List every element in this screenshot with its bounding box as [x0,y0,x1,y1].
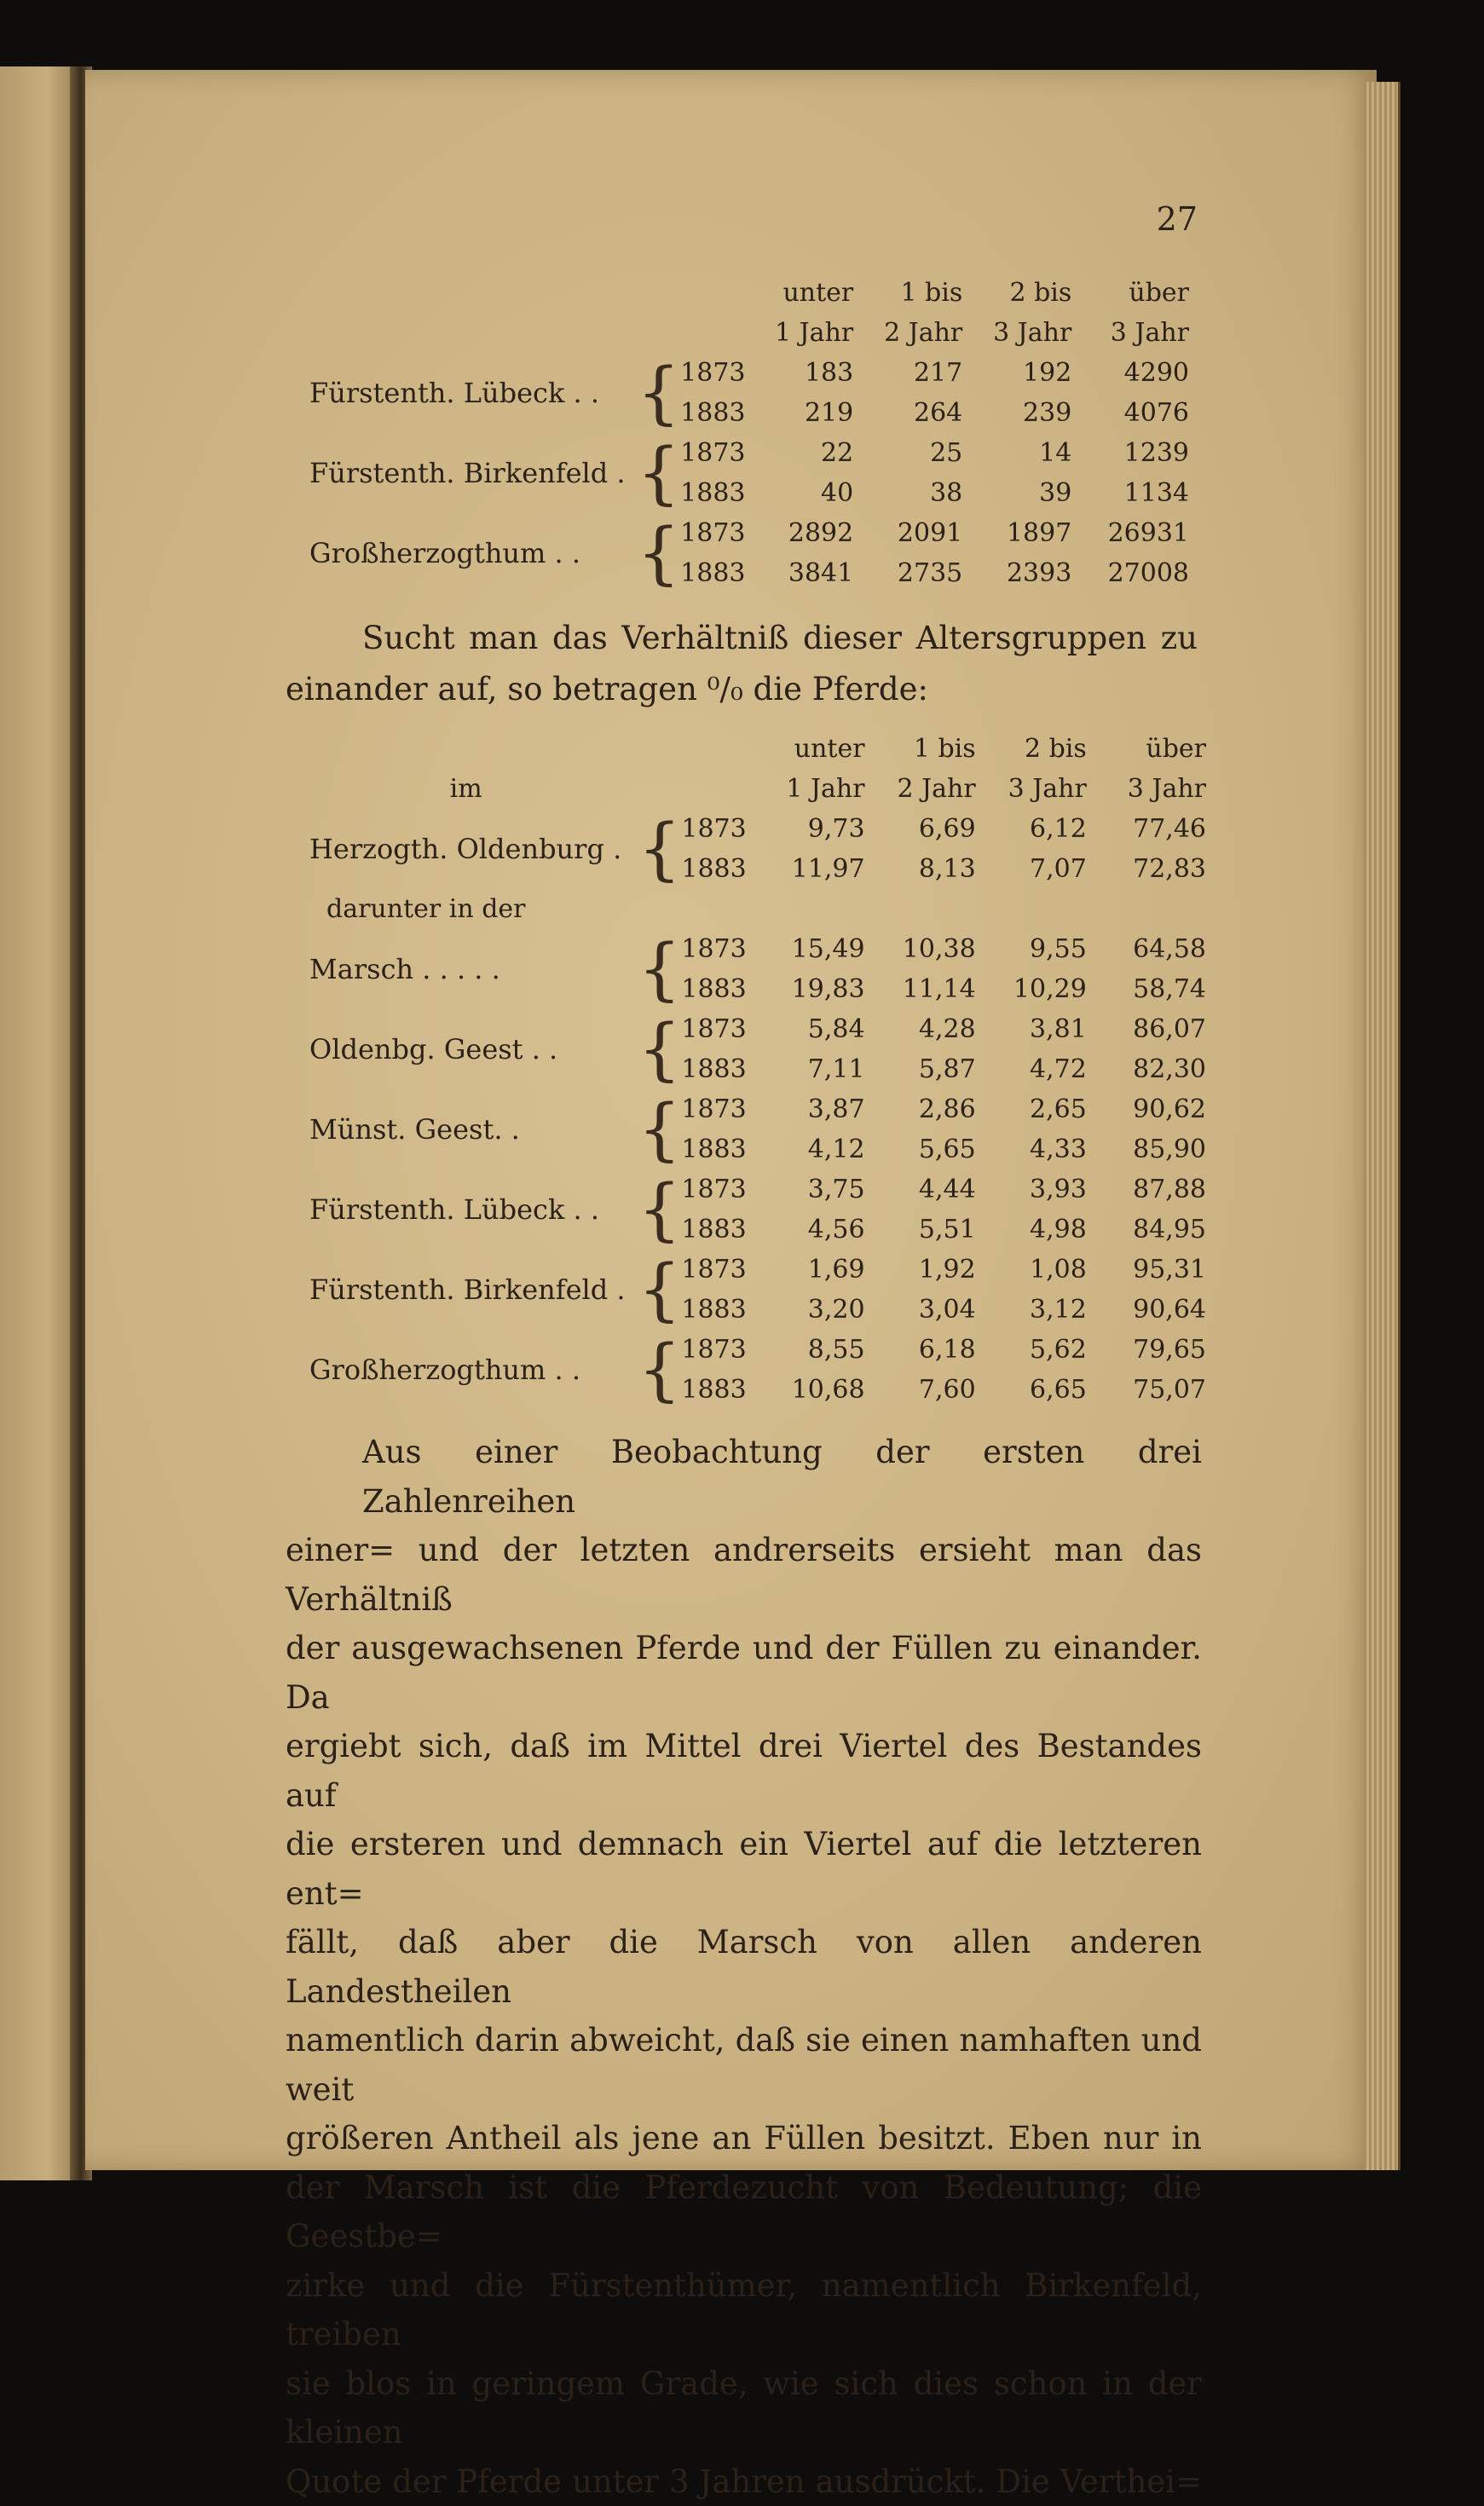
value-cell: 95,31 [1087,1250,1206,1290]
year-cell: 1883 [681,849,758,889]
spacer-cell [681,729,758,769]
value-cell: 27008 [1071,553,1189,593]
value-cell: 7,11 [758,1049,864,1089]
brace-glyph: { [637,353,680,433]
column-header: über [1071,273,1189,313]
header-row [294,729,1206,769]
value-cell: 10,38 [865,929,976,969]
paragraph-line: zirke und die Fürstenthümer, namentlich Birkenfeld, treiben [286,2261,1202,2359]
value-cell: 5,87 [865,1049,976,1089]
column-header: 1 Jahr [756,313,853,353]
value-cell: 77,46 [1087,809,1206,849]
value-cell: 10,29 [976,969,1087,1009]
year-cell: 1873 [681,1169,758,1210]
spacer-cell [680,273,756,313]
value-cell: 6,69 [865,809,976,849]
year-cell: 1883 [680,553,756,593]
value-cell: 11,14 [865,969,976,1009]
value-cell: 10,68 [758,1370,864,1410]
value-cell: 2393 [962,553,1071,593]
column-header: 3 Jahr [1087,769,1206,809]
paragraph-line: Quote der Pferde unter 3 Jahren ausdrückt. Die Verthei= [286,2457,1202,2506]
column-header: 2 bis [976,729,1087,769]
value-cell: 192 [962,353,1071,393]
value-cell: 6,12 [976,809,1087,849]
column-header: 3 Jahr [962,313,1071,353]
value-cell: 58,74 [1087,969,1206,1009]
region-label: Großherzogthum . . [294,1330,638,1410]
body-paragraph [286,1428,1202,2506]
value-cell: 19,83 [758,969,864,1009]
brace-glyph: { [638,1089,681,1169]
brace-glyph: { [637,433,680,513]
column-header: 1 bis [865,729,976,769]
region-label: Großherzogthum . . [294,513,637,593]
year-cell: 1883 [680,473,756,513]
year-cell: 1873 [681,1250,758,1290]
paragraph-line: der ausgewachsenen Pferde und der Füllen zu einander. Da [286,1624,1202,1722]
column-header: unter [758,729,864,769]
region-label: Fürstenth. Birkenfeld . [294,1250,638,1330]
value-cell: 90,64 [1087,1290,1206,1330]
spacer-cell [294,313,637,353]
value-cell: 1897 [962,513,1071,553]
value-cell: 4,33 [976,1129,1087,1169]
paragraph-line: namentlich darin abweicht, daß sie einen namhaften und weit [286,2016,1202,2114]
horse-percentage-table [294,729,1206,1410]
column-header: unter [756,273,853,313]
region-label: Fürstenth. Lübeck . . [294,1169,638,1250]
column-header: 2 Jahr [853,313,962,353]
year-cell: 1873 [680,353,756,393]
year-cell: 1873 [681,1330,758,1370]
value-cell: 4,72 [976,1049,1087,1089]
value-cell: 3,87 [758,1089,864,1129]
year-cell: 1883 [681,1370,758,1410]
sublabel-row [294,889,1206,929]
intro-paragraph-end [286,665,967,713]
page-stack-edge [1364,82,1400,2170]
value-cell: 4,44 [865,1169,976,1210]
value-cell: 3841 [756,553,853,593]
value-cell: 217 [853,353,962,393]
paragraph-line: fällt, daß aber die Marsch von allen anderen Landestheilen [286,1918,1202,2016]
value-cell: 38 [853,473,962,513]
brace-glyph: { [638,1009,681,1089]
region-label: Fürstenth. Birkenfeld . [294,433,637,513]
intro-line-2: einander auf, so betragen ⁰/₀ die Pferde: [286,665,967,713]
value-cell: 1239 [1071,433,1189,473]
year-cell: 1873 [681,1089,758,1129]
value-cell: 3,75 [758,1169,864,1210]
value-cell: 39 [962,473,1071,513]
horse-count-table [294,273,1189,593]
year-cell: 1873 [681,929,758,969]
value-cell: 90,62 [1087,1089,1206,1129]
spacer-cell [680,313,756,353]
value-cell: 264 [853,393,962,433]
table-row [294,1089,1206,1129]
table-row [294,1009,1206,1049]
im-label: im [294,769,638,809]
paragraph-line: sie blos in geringem Grade, wie sich dies schon in der kleinen [286,2359,1202,2457]
value-cell: 2735 [853,553,962,593]
region-label: Fürstenth. Lübeck . . [294,353,637,433]
table-row [294,1250,1206,1290]
year-cell: 1873 [681,1009,758,1049]
value-cell: 2892 [756,513,853,553]
paragraph-line: ergiebt sich, daß im Mittel drei Viertel des Bestandes auf [286,1722,1202,1820]
value-cell: 5,65 [865,1129,976,1169]
value-cell: 2,65 [976,1089,1087,1129]
column-header: 1 Jahr [758,769,864,809]
brace-glyph: { [638,1169,681,1250]
value-cell: 14 [962,433,1071,473]
value-cell: 75,07 [1087,1370,1206,1410]
value-cell: 3,93 [976,1169,1087,1210]
page-number: 27 [1155,200,1198,238]
value-cell: 4,98 [976,1210,1087,1250]
value-cell: 8,13 [865,849,976,889]
brace-glyph: { [637,513,680,593]
value-cell: 1,08 [976,1250,1087,1290]
spacer-cell [638,769,681,809]
spacer-cell [637,313,680,353]
year-cell: 1873 [681,809,758,849]
value-cell: 4,56 [758,1210,864,1250]
value-cell: 2091 [853,513,962,553]
region-label: Herzogth. Oldenburg . [294,809,638,889]
value-cell: 64,58 [1087,929,1206,969]
column-header: über [1087,729,1206,769]
year-cell: 1873 [680,433,756,473]
value-cell: 1,92 [865,1250,976,1290]
value-cell: 6,18 [865,1330,976,1370]
paragraph-line: der Marsch ist die Pferdezucht von Bedeutung; die Geestbe= [286,2163,1202,2261]
value-cell: 1134 [1071,473,1189,513]
column-header: 2 Jahr [865,769,976,809]
value-cell: 85,90 [1087,1129,1206,1169]
table-row [294,1330,1206,1370]
sublabel: darunter in der [294,889,1206,929]
value-cell: 4,12 [758,1129,864,1169]
brace-glyph: { [638,929,681,1009]
header-row [294,769,1206,809]
value-cell: 8,55 [758,1330,864,1370]
value-cell: 82,30 [1087,1049,1206,1089]
year-cell: 1883 [681,1129,758,1169]
table-row [294,513,1189,553]
spacer-cell [294,273,637,313]
paragraph-line: Aus einer Beobachtung der ersten drei Zahlenreihen [286,1428,1202,1526]
spacer-cell [294,729,638,769]
value-cell: 3,12 [976,1290,1087,1330]
header-row [294,313,1189,353]
value-cell: 183 [756,353,853,393]
value-cell: 87,88 [1087,1169,1206,1210]
brace-glyph: { [638,809,681,889]
value-cell: 219 [756,393,853,433]
brace-glyph: { [638,1330,681,1410]
table-row [294,433,1189,473]
table-row [294,1169,1206,1210]
spacer-cell [637,273,680,313]
spacer-cell [681,769,758,809]
value-cell: 7,07 [976,849,1087,889]
value-cell: 5,62 [976,1330,1087,1370]
column-header: 3 Jahr [976,769,1087,809]
header-row [294,273,1189,313]
table-row [294,353,1189,393]
value-cell: 72,83 [1087,849,1206,889]
value-cell: 79,65 [1087,1330,1206,1370]
year-cell: 1883 [681,1049,758,1089]
value-cell: 9,73 [758,809,864,849]
year-cell: 1883 [680,393,756,433]
year-cell: 1883 [681,969,758,1009]
column-header: 3 Jahr [1071,313,1189,353]
column-header: 2 bis [962,273,1071,313]
value-cell: 3,81 [976,1009,1087,1049]
value-cell: 26931 [1071,513,1189,553]
paragraph-line: einer= und der letzten andrerseits ersieht man das Verhältniß [286,1526,1202,1624]
value-cell: 22 [756,433,853,473]
intro-paragraph [286,614,1198,663]
value-cell: 4,28 [865,1009,976,1049]
year-cell: 1873 [680,513,756,553]
table-row [294,809,1206,849]
value-cell: 5,51 [865,1210,976,1250]
value-cell: 4076 [1071,393,1189,433]
value-cell: 9,55 [976,929,1087,969]
column-header: 1 bis [853,273,962,313]
value-cell: 25 [853,433,962,473]
year-cell: 1883 [681,1290,758,1330]
value-cell: 15,49 [758,929,864,969]
value-cell: 5,84 [758,1009,864,1049]
region-label: Oldenbg. Geest . . [294,1009,638,1089]
year-cell: 1883 [681,1210,758,1250]
region-label: Marsch . . . . . [294,929,638,1009]
spacer-cell [638,729,681,769]
value-cell: 239 [962,393,1071,433]
value-cell: 1,69 [758,1250,864,1290]
paragraph-line: größeren Antheil als jene an Füllen besitzt. Eben nur in [286,2114,1202,2163]
value-cell: 11,97 [758,849,864,889]
paragraph-line: die ersteren und demnach ein Viertel auf die letzteren ent= [286,1820,1202,1918]
region-label: Münst. Geest. . [294,1089,638,1169]
value-cell: 86,07 [1087,1009,1206,1049]
value-cell: 2,86 [865,1089,976,1129]
brace-glyph: { [638,1250,681,1330]
intro-line-1: Sucht man das Verhältniß dieser Altersgruppen zu [286,614,1198,663]
value-cell: 6,65 [976,1370,1087,1410]
value-cell: 4290 [1071,353,1189,393]
value-cell: 7,60 [865,1370,976,1410]
table-row [294,929,1206,969]
value-cell: 40 [756,473,853,513]
value-cell: 3,04 [865,1290,976,1330]
value-cell: 84,95 [1087,1210,1206,1250]
value-cell: 3,20 [758,1290,864,1330]
